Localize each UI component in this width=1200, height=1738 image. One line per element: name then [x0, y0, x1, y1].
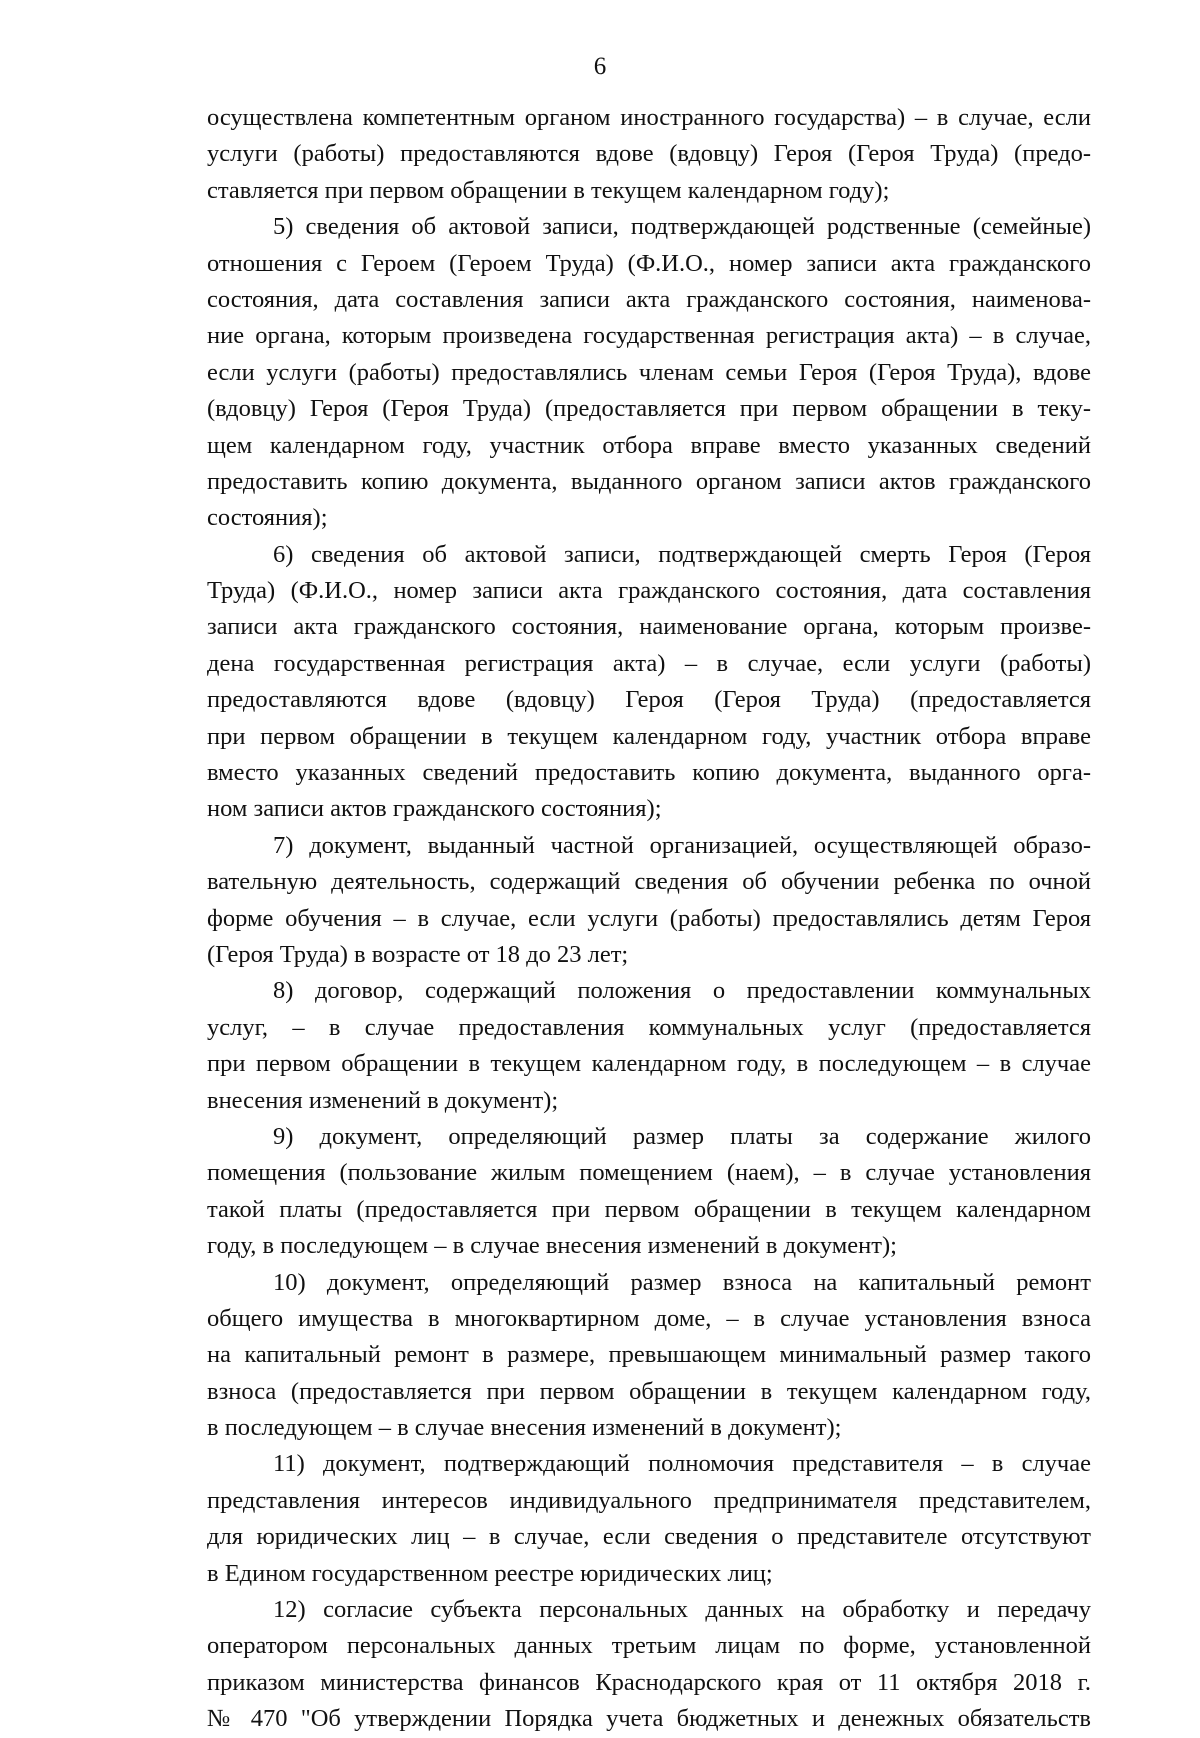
text-line: в последующем – в случае внесения изменений в документ);	[207, 1414, 842, 1442]
text-line: (Героя Труда) в возрасте от 18 до 23 лет;	[207, 940, 629, 968]
text-line: форме обучения – в случае, если услуги (работы) предоставлялись детям Героя	[207, 904, 1091, 932]
document-body	[207, 100, 1091, 1738]
text-line: общего имущества в многоквартирном доме, – в случае установления взноса	[207, 1304, 1091, 1332]
text-line: 8) договор, содержащий положения о предоставлении коммунальных	[273, 977, 1091, 1005]
text-line: при первом обращении в текущем календарном году, участник отбора вправе	[207, 722, 1091, 750]
text-line: № 470 "Об утверждении Порядка учета бюджетных и денежных обязательств	[207, 1705, 1091, 1733]
text-line: 5) сведения об актовой записи, подтверждающей родственные (семейные)	[273, 213, 1091, 241]
text-line: ставляется при первом обращении в текущем календарном году);	[207, 176, 890, 204]
text-line: помещения (пользование жилым помещением (наем), – в случае установления	[207, 1159, 1091, 1187]
paragraph-item-7	[207, 828, 1091, 974]
text-line: 6) сведения об актовой записи, подтверждающей смерть Героя (Героя	[273, 540, 1091, 568]
page-number: 6	[593, 53, 607, 80]
text-line: дена государственная регистрация акта) – в случае, если услуги (работы)	[207, 649, 1091, 677]
text-line: для юридических лиц – в случае, если сведения о представителе отсутствуют	[207, 1523, 1091, 1551]
text-line: 11) документ, подтверждающий полномочия представителя – в случае	[273, 1450, 1091, 1478]
text-line: 7) документ, выданный частной организацией, осуществляющей образо-	[273, 831, 1091, 859]
text-line: представления интересов индивидуального предпринимателя представителем,	[207, 1486, 1091, 1514]
text-line: 10) документ, определяющий размер взноса на капитальный ремонт	[273, 1268, 1091, 1296]
text-line: услуги (работы) предоставляются вдове (вдовцу) Героя (Героя Труда) (предо-	[207, 140, 1091, 168]
text-line: (вдовцу) Героя (Героя Труда) (предоставляется при первом обращении в теку-	[207, 395, 1091, 423]
paragraph-item-12	[207, 1592, 1091, 1738]
text-line: состояния);	[207, 504, 328, 532]
text-line: году, в последующем – в случае внесения изменений в документ);	[207, 1232, 897, 1260]
paragraph-item-9	[207, 1119, 1091, 1265]
paragraph-item-5	[207, 209, 1091, 537]
text-line: приказом министерства финансов Краснодарского края от 11 октября 2018 г.	[207, 1668, 1091, 1696]
text-line: Труда) (Ф.И.О., номер записи акта гражданского состояния, дата составления	[207, 577, 1091, 605]
text-line: предоставляются вдове (вдовцу) Героя (Героя Труда) (предоставляется	[207, 686, 1091, 714]
text-line: щем календарном году, участник отбора вправе вместо указанных сведений	[207, 431, 1091, 459]
paragraph-item-11	[207, 1446, 1091, 1592]
text-line: если услуги (работы) предоставлялись членам семьи Героя (Героя Труда), вдове	[207, 358, 1091, 386]
text-line: такой платы (предоставляется при первом обращении в текущем календарном	[207, 1195, 1091, 1223]
text-line: вместо указанных сведений предоставить копию документа, выданного орга-	[207, 759, 1091, 787]
text-line: оператором персональных данных третьим лицам по форме, установленной	[207, 1632, 1091, 1660]
text-line: записи акта гражданского состояния, наименование органа, которым произве-	[207, 613, 1091, 641]
text-line: при первом обращении в текущем календарном году, в последующем – в случае	[207, 1050, 1091, 1078]
text-line: состояния, дата составления записи акта гражданского состояния, наименова-	[207, 285, 1091, 313]
text-line: осуществлена компетентным органом иностранного государства) – в случае, если	[207, 104, 1091, 131]
text-line: ние органа, которым произведена государственная регистрация акта) – в случае,	[207, 322, 1091, 350]
text-line: взноса (предоставляется при первом обращении в текущем календарном году,	[207, 1377, 1091, 1405]
paragraph-item-10	[207, 1265, 1091, 1447]
text-line: 9) документ, определяющий размер платы за содержание жилого	[273, 1122, 1091, 1150]
text-line: 12) согласие субъекта персональных данных на обработку и передачу	[273, 1596, 1091, 1624]
paragraph-continuation	[207, 100, 1091, 209]
text-line: на капитальный ремонт в размере, превышающем минимальный размер такого	[207, 1341, 1091, 1369]
paragraph-item-8	[207, 973, 1091, 1119]
text-line: отношения с Героем (Героем Труда) (Ф.И.О., номер записи акта гражданского	[207, 249, 1091, 277]
text-line: внесения изменений в документ);	[207, 1086, 559, 1114]
text-line: предоставить копию документа, выданного органом записи актов гражданского	[207, 467, 1091, 495]
paragraph-item-6	[207, 537, 1091, 828]
text-line: в Едином государственном реестре юридических лиц;	[207, 1559, 773, 1587]
text-line: услуг, – в случае предоставления коммунальных услуг (предоставляется	[207, 1013, 1091, 1041]
text-line: вательную деятельность, содержащий сведения об обучении ребенка по очной	[207, 868, 1091, 896]
text-line: ном записи актов гражданского состояния);	[207, 795, 662, 823]
